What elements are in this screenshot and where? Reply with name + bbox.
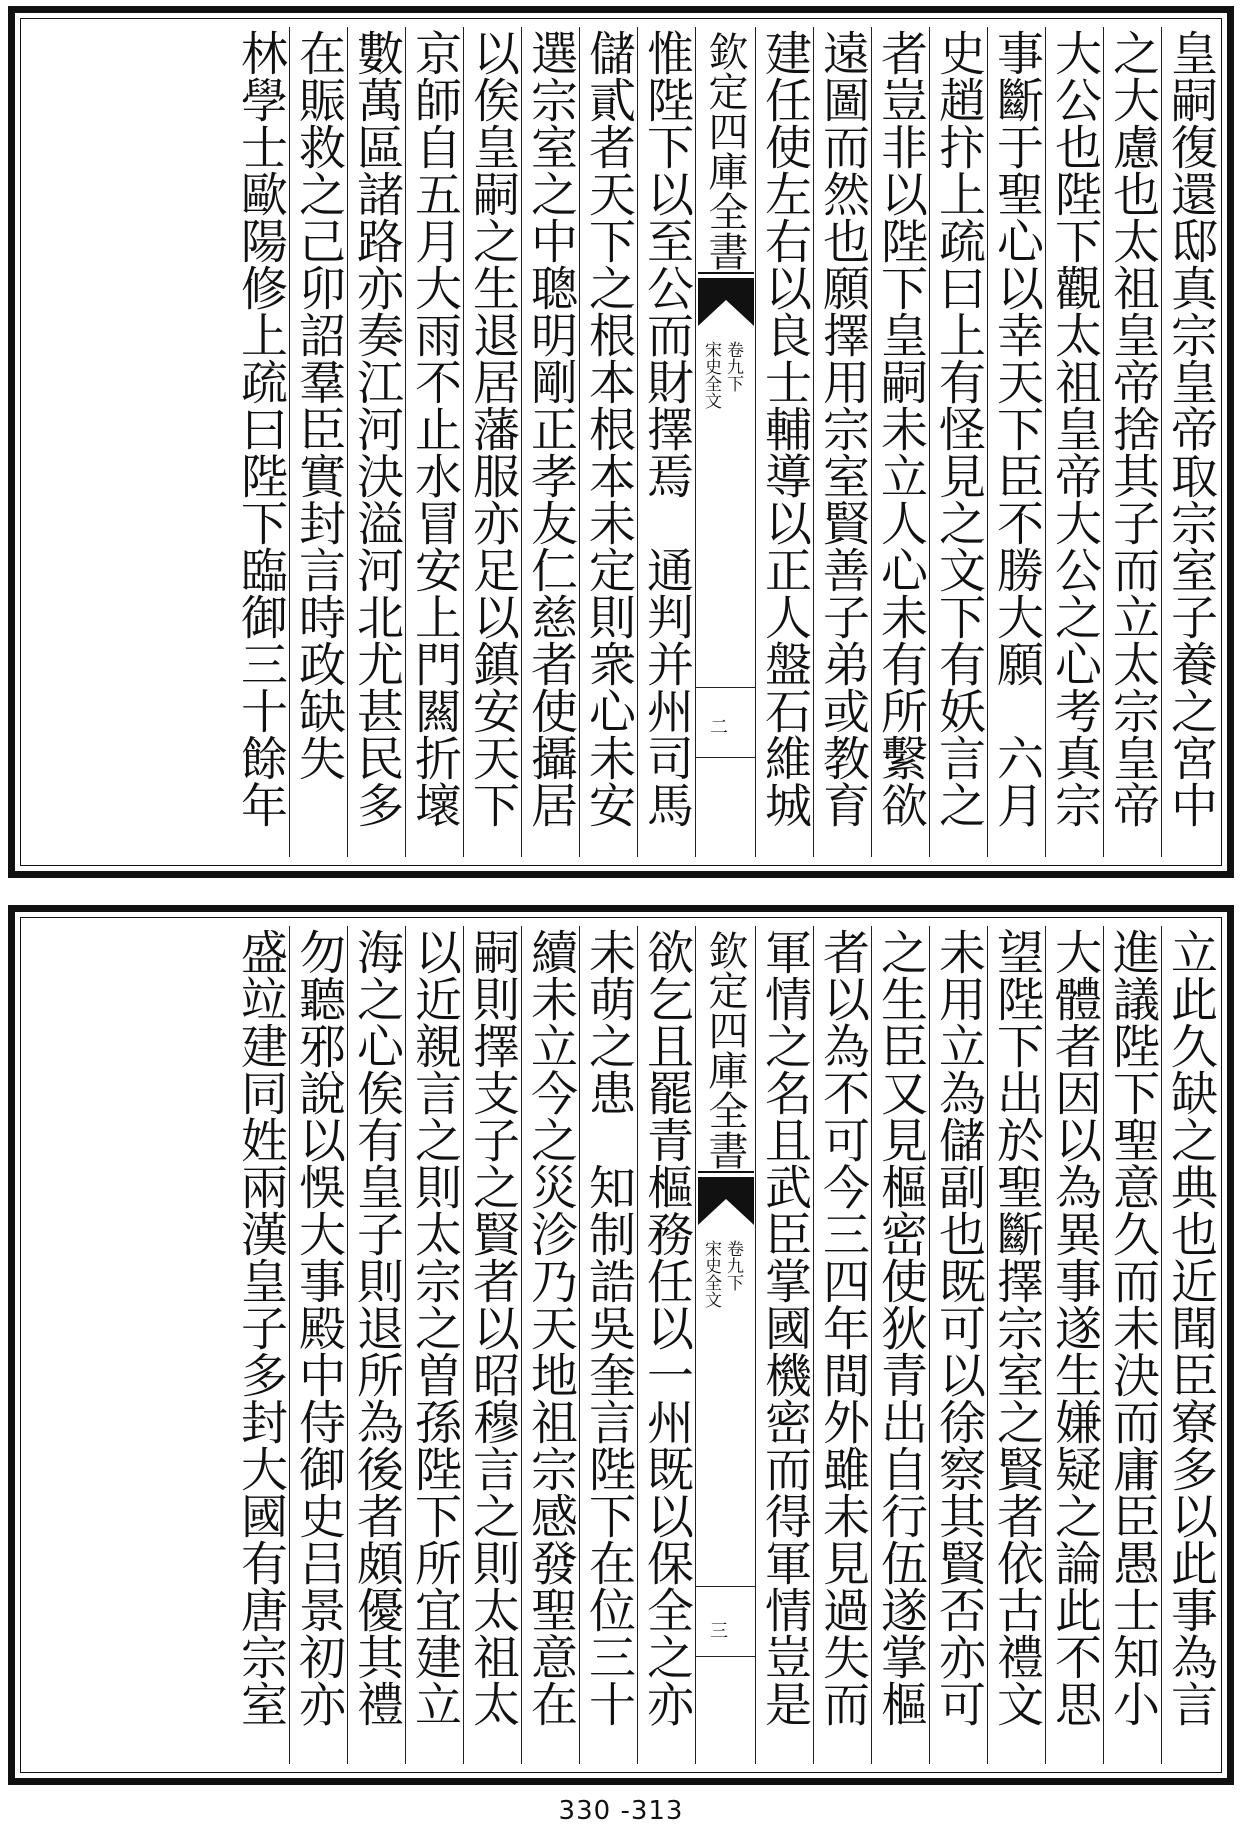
book-collection-title: 欽定四庫全書 [702,930,748,1170]
divider [696,757,755,758]
center-fold [695,926,755,1764]
volume-label: 卷九下 [723,341,743,392]
page-upper [8,6,1234,878]
center-fold [695,27,755,857]
book-collection-title: 欽定四庫全書 [702,31,748,271]
text-column: 者以為不可今三四年間外雖未見過失而 [813,926,871,1764]
page-number: 二 [707,717,728,735]
text-column: 望陛下出於聖斷擇宗室之賢者依古禮文 [987,926,1045,1764]
text-column: 以近親言之則太宗之曽孫陛下所宜建立 [405,926,463,1764]
text-column: 惟陛下以至公而財擇焉 通判并州司馬 [637,27,695,857]
text-column: 史趙抃上疏曰上有怪見之文下有妖言之 [929,27,987,857]
book-title: 宋史全文 [701,1240,721,1308]
text-column: 選宗室之中聰明剛正孝友仁慈者使攝居 [521,27,579,857]
page-number: 三 [707,1621,728,1639]
text-column: 在賑救之己卯詔羣臣實封言時政缺失 [289,27,347,857]
text-column: 京師自五月大雨不止水冒安上門闗折壞 [405,27,463,857]
text-column: 欲乞且罷青樞務任以一州既以保全之亦 [637,926,695,1764]
text-column: 海之心俟有皇子則退所為後者頗優其禮 [347,926,405,1764]
page-footer-number: 330 -313 [558,1796,684,1826]
text-column: 大公也陛下觀太祖皇帝大公之心考真宗 [1045,27,1103,857]
text-column: 盛竝建同姓兩漢皇子多封大國有唐宗室 [233,928,288,1727]
text-column: 以俟皇嗣之生退居藩服亦足以鎮安天下 [463,27,521,857]
text-column: 之生臣又見樞密使狄青出自行伍遂掌樞 [871,926,929,1764]
text-column: 軍情之名且武臣掌國機密而得軍情豈是 [755,926,813,1764]
text-column: 進議陛下聖意久而未決而庸臣愚士知小 [1103,926,1161,1764]
book-title: 宋史全文 [701,341,721,409]
text-column: 數萬區諸路亦奏江河決溢河北尤甚民多 [347,27,405,857]
text-column: 勿聽邪說以悞大事殿中侍御史吕景初亦 [289,926,347,1764]
text-column: 事斷于聖心以幸天下臣不勝大願 六月 [987,27,1045,857]
text-column: 皇嗣復還邸真宗皇帝取宗室子養之宮中 [1161,27,1219,857]
text-column: 立此久缺之典也近聞臣寮多以此事為言 [1161,926,1219,1764]
fish-tail-mark [698,272,754,328]
divider [696,1586,755,1587]
divider [696,687,755,688]
fish-tail-mark [698,1171,754,1227]
text-column: 未萌之患 知制誥吳奎言陛下在位三十 [579,926,637,1764]
text-column: 林學士歐陽修上疏曰陛下臨御三十餘年 [233,29,288,828]
divider [696,1656,755,1657]
text-column: 者豈非以陛下皇嗣未立人心未有所繫欲 [871,27,929,857]
text-column: 儲貳者天下之根本根本未定則衆心未安 [579,27,637,857]
text-column: 之大慮也太祖皇帝捨其子而立太宗皇帝 [1103,27,1161,857]
text-column: 遠圖而然也願擇用宗室賢善子弟或教育 [813,27,871,857]
text-column: 建任使左右以良士輔導以正人盤石維城 [755,27,813,857]
text-column: 未用立為儲副也既可以徐察其賢否亦可 [929,926,987,1764]
page-lower [8,905,1234,1785]
volume-label: 卷九下 [723,1240,743,1291]
text-column: 續未立今之災沴乃天地祖宗感發聖意在 [521,926,579,1764]
text-column: 大體者因以為異事遂生嫌疑之論此不思 [1045,926,1103,1764]
text-column: 嗣則擇支子之賢者以昭穆言之則太祖太 [463,926,521,1764]
text-columns [23,926,1219,1764]
text-columns [23,27,1219,857]
